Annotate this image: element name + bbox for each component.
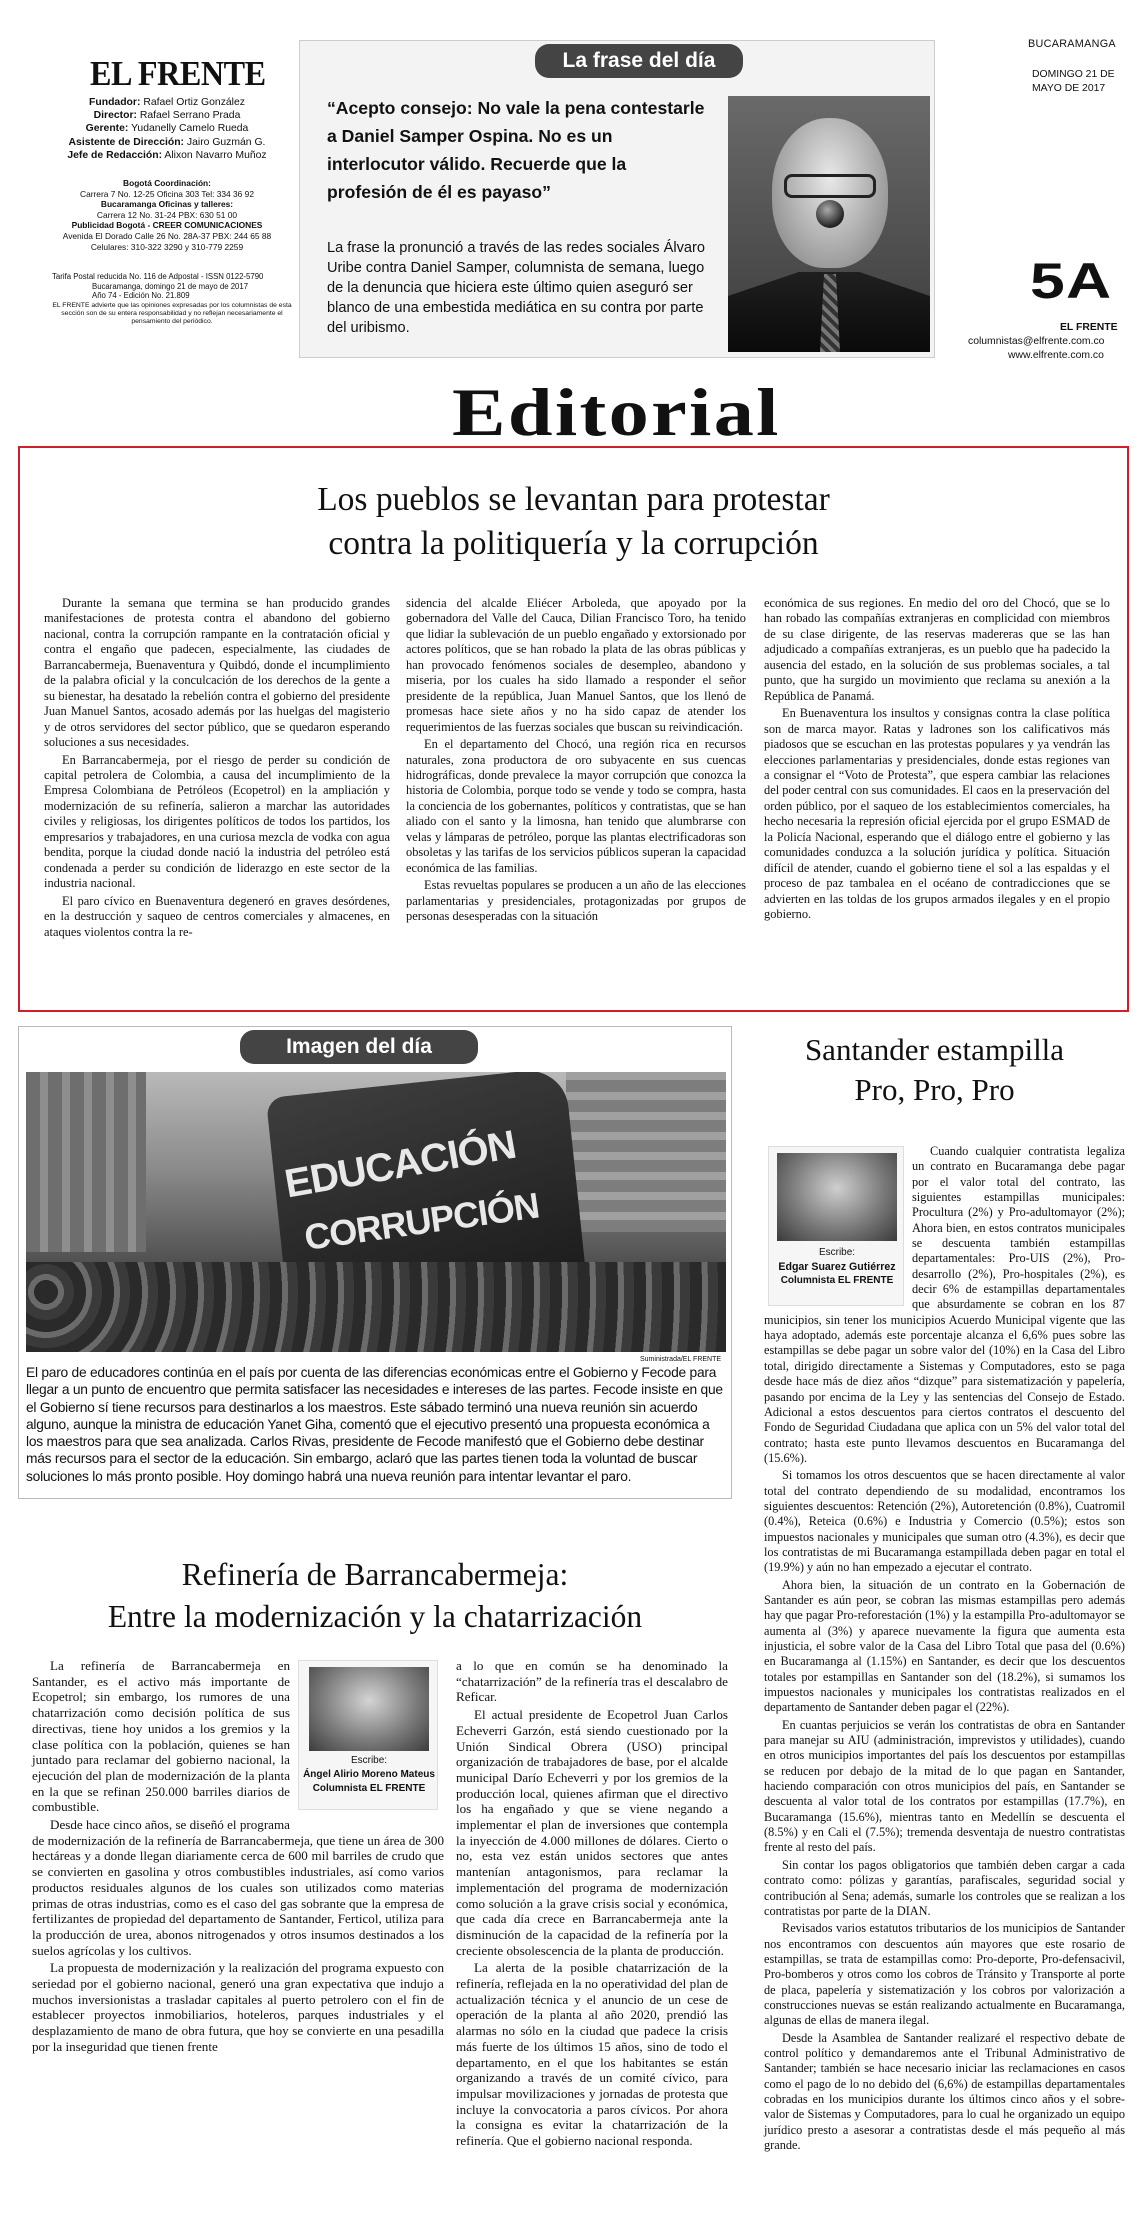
imagen-caption: El paro de educadores continúa en el país por cuenta de las diferencias económicas entre el Gobierno y Fecode para llegar a un punto de encuentro que permita satisfacer las necesidades e intereses de las partes. Fecode insiste en que el Gobierno sí tiene recursos para destinarlos a los maestros. Este sábado terminó una nueva reunión sin acuerdo alguno, aunque la ministra de educación Yanet Giha, comentó que el ejecutivo presentó una propuesta económica a los maestros para que sea analizada. Carlos Rivas, presidente de Fecode manifestó que el Gobierno debe destinar más recursos para el sector de la educación. Sin embargo, aclaró que las partes tienen toda la voluntad de buscar soluciones lo más pronto posible. Hoy domingo habrá una nueva reunión para intentar levantar el paro. bbox=[26, 1365, 723, 1484]
editorial-paragraph: En Barrancabermeja, por el riesgo de perder su condición de capital petrolera de Colombia, a causa del incumplimiento de la Empresa Colombiana de Petróleos (Ecopetrol) en la ampliación y modernización de su refinería, salieron a marchar las autoridades civiles y religiosas, los dirigentes políticos de todos los partidos, los empresarios y trabajadores, en una curiosa mezcla de vodka con agua bendita, porque la ciudad donde nació la industria del petróleo está condenada a perder su condición de liderazgo en este sector de la industria nacional. bbox=[44, 752, 390, 891]
staff-line: Fundador: Rafael Ortiz González bbox=[89, 97, 245, 108]
header-city: BUCARAMANGA bbox=[1028, 38, 1116, 50]
header-date: DOMINGO 21 DE MAYO DE 2017 bbox=[1032, 69, 1115, 94]
santander-paragraph: Ahora bien, la situación de un contrato en la Gobernación de Santander es aún peor, se cobran las mismas estampillas pero además hay que pagar Pro-reforestación (1%) y la estampilla Pro-adultomayor se aumenta al (3%) y aparece nuevamente la figura que aumenta esta injusticia, el sobre valor de la Casa del Libro Total que pasa del (0.6%) en Bucaramanga al (1.15%) en Santander, es decir que los descuentos totales por estampillas en Santander son del (18.2%), si sumamos los impuestos nacionales y municipales los contratistas realizados en el departamento de Santander deben pagar el (22%). bbox=[764, 1577, 1125, 1715]
santander-headline-line: Pro, Pro, Pro bbox=[854, 1072, 1015, 1107]
uribe-photo bbox=[728, 96, 930, 352]
photo-glasses bbox=[784, 174, 876, 198]
editorial-headline-line: contra la politiquería y la corrupción bbox=[328, 525, 819, 562]
refineria-paragraph: Desde hace cinco años, se diseñó el programa de modernización de la refinería de Barrancabermeja, que tiene un área de 300 hectáreas y a donde llegan diariamente cerca de 600 mil barriles de crudo que se convierten en gasolina y otros combustibles industriales, así como varios productos residuales algunos de los cuales son utilizados como materias primas de otras industrias, como es el caso del gas sobrante que la empresa de fertilizantes de propiedad del departamento de Santander, Ferticol, utiliza para la producción de urea, abonos nitrogenados y otros insumos destinados a los suelos agrícolas y los cultivos. bbox=[32, 1817, 444, 1958]
staff-line: Gerente: Yudanelly Camelo Rueda bbox=[85, 123, 249, 135]
staff-line: Director: Rafael Serrano Prada bbox=[93, 110, 241, 122]
banner-text: CORRUPCIÓN bbox=[301, 1184, 542, 1258]
office-line: Celulares: 310-322 3290 y 310-779 2259 bbox=[90, 241, 244, 252]
byline-role: Columnista EL FRENTE bbox=[312, 1783, 426, 1794]
byline-name: Edgar Suarez Gutiérrez bbox=[778, 1261, 896, 1273]
editorial-paragraph: El paro cívico en Buenaventura degeneró en graves desórdenes, en la destrucción y saqueo de centros comerciales y almacenes, en ataques violentos contra la re- bbox=[44, 893, 390, 939]
office-line: Avenida El Dorado Calle 26 No. 28A-37 PBX: 244 65 88 bbox=[62, 230, 272, 241]
refineria-paragraph: La alerta de la posible chatarrización de la refinería, reflejada en la no operatividad del plan de actualización técnica y el anuncio de un cese de operación de la planta al año 2020, prendió las alarmas no sólo en la ciudad que padece la crisis más fuerte de los últimos 15 años, sino de todo el departamento, en el que los habitantes se están organizando a través de un comité cívico, para impulsar movilizaciones y jornadas de protesta que incluye la convocatoria a paros cívicos. Por ahora la consigna es evitar la chatarrización de la refinería. Que el gobierno nacional responda. bbox=[456, 1960, 728, 2149]
page-number: 5A bbox=[1030, 253, 1113, 309]
staff-line: Jefe de Redacción: Alixon Navarro Muñoz bbox=[67, 149, 267, 161]
clown-nose bbox=[816, 200, 844, 228]
refineria-headline-line: Entre la modernización y la chatarrización bbox=[107, 1599, 643, 1634]
frase-label: La frase del día bbox=[535, 44, 743, 78]
editorial-headline-line: Los pueblos se levantan para protestar bbox=[317, 481, 830, 518]
banner-text: EDUCACIÓN bbox=[281, 1122, 519, 1207]
header-brand: EL FRENTE bbox=[1060, 322, 1118, 333]
santander-headline-line: Santander estampilla bbox=[804, 1032, 1065, 1067]
editorial-col-1 bbox=[44, 596, 390, 940]
masthead bbox=[40, 40, 294, 358]
frase-caption: La frase la pronunció a través de las redes sociales Álvaro Uribe contra Daniel Samper, columnista de semana, luego de la denuncia que hiciera este último quien aseguró ser blanco de una embestida mediática en su contra por parte del uribismo. bbox=[327, 240, 706, 336]
byline-label: Escribe: bbox=[350, 1755, 388, 1766]
byline-float bbox=[290, 1658, 444, 1818]
office-title: Bucaramanga Oficinas y talleres: bbox=[100, 199, 234, 210]
editorial-paragraph: En Buenaventura los insultos y consignas contra la clase política son de marca mayor. Ratas y ladrones son los calificativos más piadosos que se escuchan en las protestas populares y ya vendrán las elecciones parlamentarias y presidenciales, donde estas regiones van a consignar el “Voto de Protesta”, que espera cambiar las relaciones del poder central con sus comunidades. El caos en la preservación del orden público, por el saqueo de los establecimientos comerciales, ha hecho necesaria la represión oficial ejercida por el grupo ESMAD de la Policía Nacional, esperando que el diálogo entre el gobierno y las comunidades conduzca a la solución jurídica y política. Situación difícil de atender, cuando el gobierno tiene el sol a las espaldas y el proceso de paz tambalea en el océano de contradicciones que se advierten en las toldas de los grupos armados ilegales y en el propio gobierno. bbox=[764, 706, 1110, 922]
santander-headline bbox=[742, 1030, 1127, 1110]
legal-line: Tarifa Postal reducida No. 116 de Adpostal - ISSN 0122-5790 bbox=[52, 272, 264, 281]
header-email[interactable]: columnistas@elfrente.com.co bbox=[968, 336, 1105, 347]
frase-quote: “Acepto consejo: No vale la pena contestarle a Daniel Samper Ospina. No es un interlocutor válido. Recuerde que la profesión de él es payaso” bbox=[327, 98, 705, 202]
santander-paragraph: Revisados varios estatutos tributarios de los municipios de Santander nos encontramos con descuentos aún mayores que este rosario de estampillas, se trata de estampillas como: Pro-deporte, Pro-defensacivil, Pro-bomberos y otros como los cobros de Tránsito y Transporte al porte de placa, papelería y sistematización y los cobros por valorización a construcciones nuevas se están realizando actualmente en Bucaramanga, algunas de ellas de manera ilegal. bbox=[764, 1921, 1125, 2028]
photo-building bbox=[566, 1072, 726, 1232]
byline-role: Columnista EL FRENTE bbox=[780, 1275, 894, 1286]
editorial-paragraph: económica de sus regiones. En medio del oro del Chocó, que se lo han robado las compañías extranjeras en complicidad con miembros de su clase dirigente, de las reservas madereras que se las han adjudicado a compañías extranjeras, es un pueblo que ha padecido la ausencia del estado, en la solución de sus problemas sociales, a tal punto, que ha surgido un movimiento que reclama su anexión a la República de Panamá. bbox=[764, 596, 1110, 703]
refineria-paragraph: La propuesta de modernización y la realización del programa expuesto con seriedad por el gobierno nacional, generó una gran expectativa que indujo a muchos inversionistas a trasladar capitales al puerto petrolero con el fin de establecer proyectos inmobiliarios, hoteleros, parques industriales y el desplazamiento de mano de obra futura, que hoy se convierte en una pesadilla por la inseguridad que tienen frente bbox=[32, 1960, 444, 2054]
photo-crowd bbox=[26, 1262, 726, 1352]
photo-building bbox=[26, 1072, 146, 1252]
refineria-paragraph: a lo que en común se ha denominado la “chatarrización” de la refinería tras el descalabro de Reficar. bbox=[456, 1658, 728, 1705]
section-title: Editorial bbox=[452, 374, 781, 450]
santander-paragraph: Sin contar los pagos obligatorios que también deben cargar a cada contrato como: pólizas y garantías, parafiscales, seguridad social y contribución al Sena; además, sumarle los controles que se realizan a los contratistas por parte de la DIAN. bbox=[764, 1857, 1125, 1918]
office-title: Bogotá Coordinación: bbox=[123, 178, 211, 188]
santander-col bbox=[764, 1144, 1125, 2153]
refineria-col-2 bbox=[456, 1658, 728, 2149]
refineria-paragraph: La refinería de Barrancabermeja en Santander, es el activo más importante de Ecopetrol; sin embargo, los rumores de una chatarrización como decisión política de sus directivas, tiene hoy unidos a los gremios y la clase política con la población, quienes se han juntado para reclamar del gobierno nacional, la ejecución del plan de modernización de la planta en la que se refinan 250.000 barriles diarios de combustible. bbox=[32, 1658, 290, 1815]
masthead-legal bbox=[52, 272, 292, 326]
editorial-col-3 bbox=[764, 596, 1110, 923]
office-line: Carrera 12 No. 31-24 PBX: 630 51 00 bbox=[96, 209, 238, 220]
legal-line: Bucaramanga, domingo 21 de mayo de 2017 bbox=[92, 281, 249, 291]
header-web[interactable]: www.elfrente.com.co bbox=[1008, 350, 1104, 361]
legal-disclaimer: EL FRENTE advierte que las opiniones expresadas por los columnistas de esta sección son de su entera responsabilidad y no reflejan necesariamente el pensamiento del periódico. bbox=[52, 301, 292, 326]
editorial-paragraph: Estas revueltas populares se producen a un año de las elecciones parlamentarias y presidenciales, protagonizadas por grupos de personas desesperadas con la situación bbox=[406, 878, 746, 924]
legal-line: Año 74 - Edición No. 21.809 bbox=[92, 291, 190, 301]
refineria-headline-line: Refinería de Barrancabermeja: bbox=[181, 1557, 569, 1592]
byline-float bbox=[764, 1144, 912, 1312]
editorial-paragraph: sidencia del alcalde Eliécer Arboleda, que apoyado por la gobernadora del Valle del Cauca, Dilian Francisco Toro, ha tenido que lidiar la sublevación de un pueblo engañado y extorsionado por actores políticos, que se han robado la plata de las obras públicas y han provocado fenómenos sociales de desempleo, abandono y miseria, por los cuales ha sido llamado a responder el señor presidente de la república, Juan Manuel Santos, que los llenó de promesas hace siete años y no ha sido capaz de atender los requerimientos de las fuerzas sociales que buscan su reivindicación. bbox=[406, 596, 746, 734]
masthead-staff bbox=[40, 96, 294, 162]
masthead-offices bbox=[40, 178, 294, 252]
santander-paragraph: Si tomamos los otros descuentos que se hacen directamente al valor total del contrato dependiendo de su modalidad, encontramos los siguientes descuentos: Retención (2%), Autoretención (0.8%), Cuatromil (0.4%), Reteica (0.6%) e Industria y Comercio (0.5%); estos son impuestos nacionales y municipales que suman otro (4.3%), es decir que los contratistas de mi Bucaramanga estampillada deben pagar en total el (19.9%) y aún no han empezado a ejecutar el contrato. bbox=[764, 1468, 1125, 1575]
refineria-headline bbox=[20, 1554, 730, 1638]
byline-label: Escribe: bbox=[818, 1247, 856, 1258]
editorial-paragraph: Durante la semana que termina se han producido grandes manifestaciones de protesta contra el abandono del gobierno nacional, contra la corrupción rampante en la contratación oficial y contra el engaño que padecen, especialmente, las ciudades de Barrancabermeja, Buenaventura y Quibdó, donde el incumplimiento de la palabra oficial y la conculcación de los derechos de la gente a su bienestar, ha desatado la rebelión contra el gobierno del presidente Juan Manuel Santos, acosado además por las huelgas del magisterio y de otros servidores del sector público, que se quedaron esperando soluciones a sus necesidades. bbox=[44, 596, 390, 750]
masthead-logo: EL FRENTE bbox=[90, 54, 266, 93]
photo-credit: Suministrada/EL FRENTE bbox=[640, 1356, 722, 1363]
editorial-col-2 bbox=[406, 596, 746, 925]
refineria-col-1 bbox=[32, 1658, 444, 2055]
staff-line: Asistente de Dirección: Jairo Guzmán G. bbox=[68, 136, 266, 148]
editorial-paragraph: En el departamento del Chocó, una región rica en recursos naturales, zona productora de oro subyacente en sus cuencas hidrográficas, donde prevalece la mayor corrupción que conozca la historia de Colombia, porque todo se vende y todo se compra, hasta la conciencia de los gobernantes, políticos y contratistas, que se han aliado con el santo y la limosna, han tenido que alumbrarse con velas y lámparas de petróleo, porque las plantas electrificadoras son obsoletas y las tarifas de los servicios públicos superan la capacidad económica de las familias. bbox=[406, 737, 746, 875]
office-title: Publicidad Bogotá - CREER COMUNICACIONES bbox=[71, 220, 263, 231]
editorial-headline bbox=[40, 478, 1107, 566]
refineria-paragraph: El actual presidente de Ecopetrol Juan Carlos Echeverri Garzón, está siendo cuestionado por la Unión Sindical Obrera (USO) principal organización de trabajadores de base, por el alcalde municipal Darío Echeverri y por los gremios de la producción local, quienes afirman que el directivo los ha engañado y que se viene negando a implementar el plan de inversiones que contempla la inyección de 4.000 millones de dólares. Cierto o no, esta vez están unidos sectores que antes mantenían antagonismos, para reclamar la implementación del programa de modernización como solución a la grave crisis social y económica, que cada día crece en Barrancabermeja ante la disminución de la capacidad de la refinería por la creciente obsolescencia de la planta de producción. bbox=[456, 1707, 728, 1958]
santander-paragraph: En cuantas perjuicios se verán los contratistas de obra en Santander para manejar su AIU (administración, imprevistos y utilidades), cuando en otros municipios importantes del país los descuentos por estampillas se reducen por debajo de la mitad de lo que pagan en Santander, haciendo comparación con otros municipios del país, en Santander se descuenta al valor total de los contratos por estampillas (17.7%), en Bucaramanga (15.6%), mientras tanto en Medellín se descuenta el (8.5%) y en Cali el (7.5%); tremenda desventaja de nuestro contratistas frente al resto del país. bbox=[764, 1717, 1125, 1855]
office-line: Carrera 7 No. 12-25 Oficina 303 Tel: 334 36 92 bbox=[80, 188, 254, 199]
santander-paragraph: Desde la Asamblea de Santander realizaré el respectivo debate de control político y demandaremos ante el Tribunal Administrativo de Santander; también se hace necesario iniciar las reclamaciones en casos como el pago de lo no debido del (6,6%) de estampillas departamentales cobradas en los municipios durante los últimos cinco años y el sobre-valor de Sistemas y Computadores, para lo cual he organizado un equipo jurídico presto a asesorar a contratistas desde el más pequeño al más grande. bbox=[764, 2030, 1125, 2152]
protest-photo bbox=[26, 1072, 726, 1352]
santander-paragraph: Cuando cualquier contratista legaliza un contrato en Bucaramanga debe pagar por el valor total del contrato, las siguientes estampillas municipales: Procultura (2%) y Pro-adultomayor (2%); Ahora bien, en estos contratos municipales se descuenta también estampillas departamentales: Pro-UIS (2%), Pro-desarrollo (2%), Pro-hospitales (2%), es decir 6% de estampillas departamentales que absurdamente se cobran en los 87 municipios, sin tener los municipios Acuerdo Municipal vigente que las haya adoptado, además este porcentaje alcanza el 6,6% pues sobre las estampillas se debe pagar un sobre valor del (10%) en la Casa del Libro total, dirigido directamente a Sistemas y Computadores, esto se paga desde hace más de diez años “dizque” para sistematización y papelería, pasando por encima de la Ley y las sentencias del Consejo de Estado. Adicional a estos descuentos para ciertos contratos el descuento del Fondo de Seguridad Ciudadana que aplica con un 5% del valor total del contrato; hasta este punto llevamos descuentos en Bucaramanga del (15.6%). bbox=[764, 1144, 1125, 1465]
byline-name: Ángel Alirio Moreno Mateus bbox=[303, 1769, 435, 1780]
imagen-label: Imagen del día bbox=[240, 1030, 478, 1064]
